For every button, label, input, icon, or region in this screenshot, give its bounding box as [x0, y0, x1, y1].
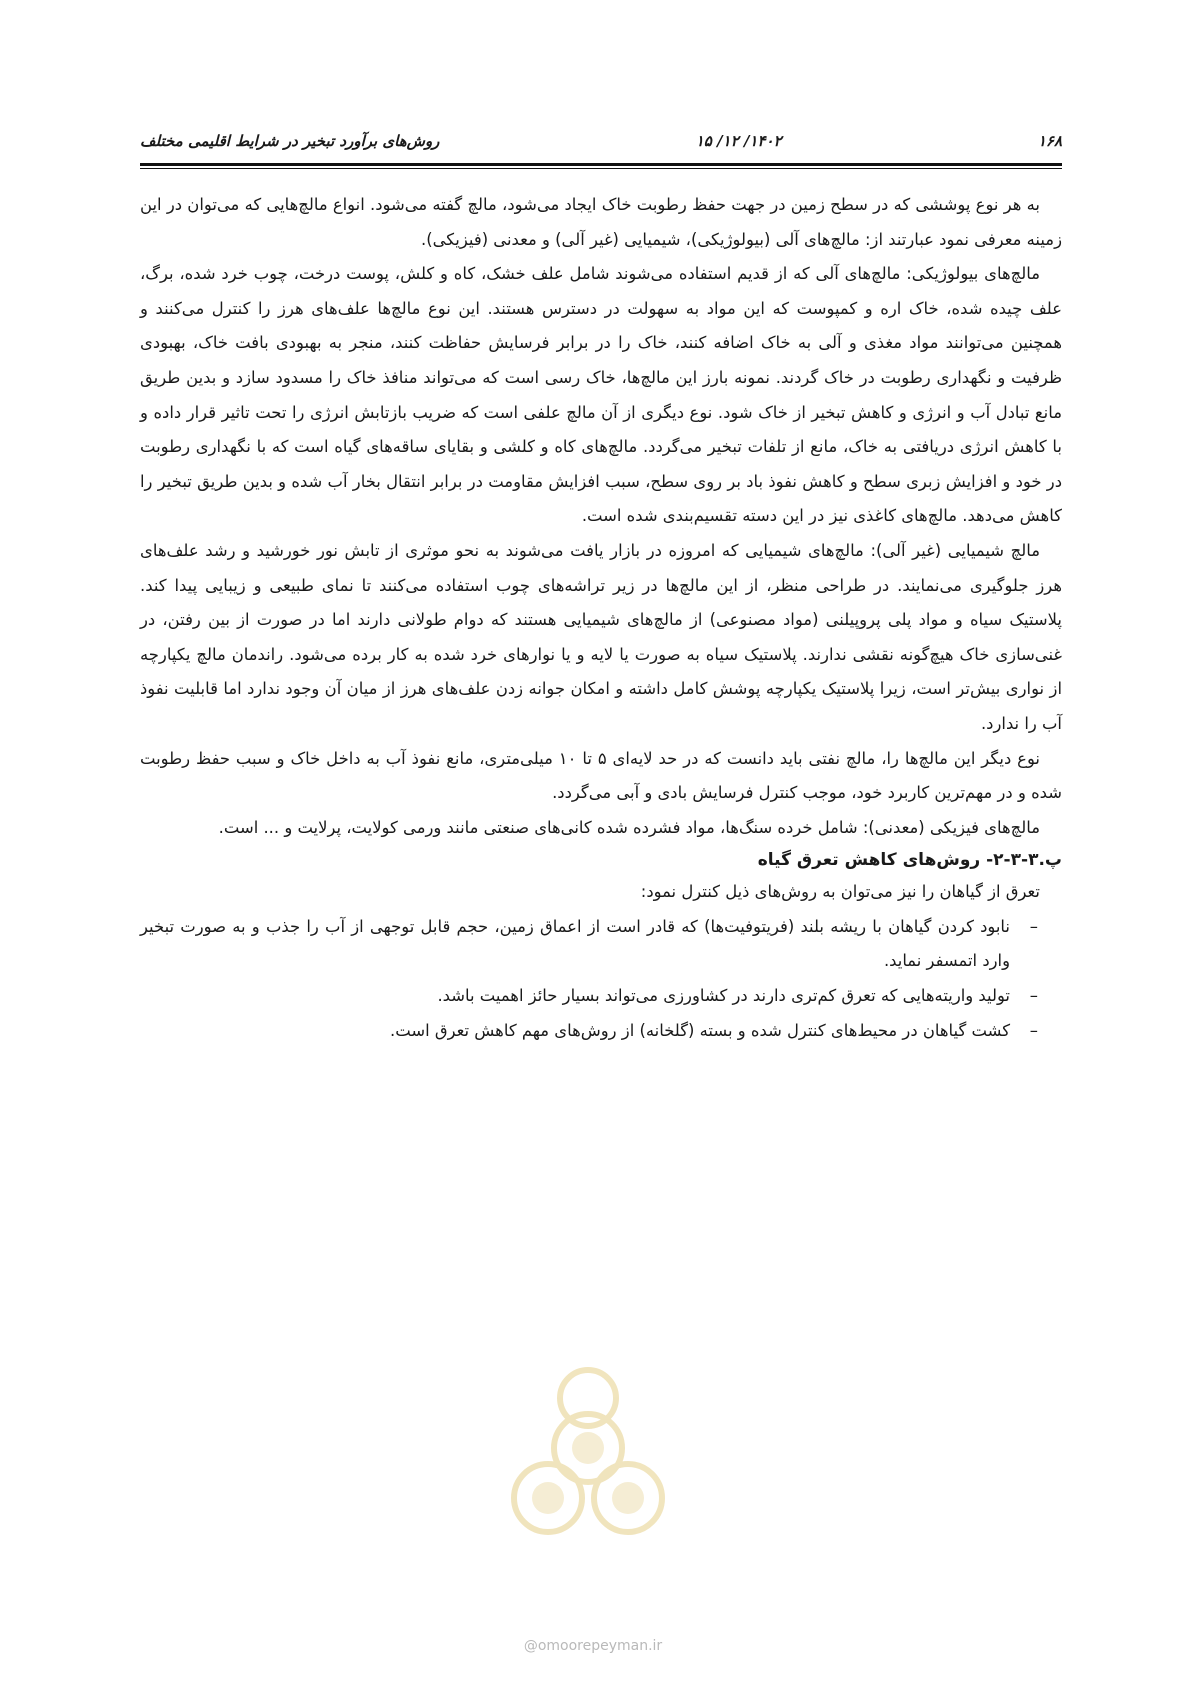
- header-rule-thin: [140, 168, 1062, 169]
- watermark-url: @omoorepeyman.ir: [523, 1638, 663, 1654]
- header-date: ۱۴۰۲/ ۱۲/ ۱۵: [695, 132, 782, 150]
- bullet-list: [140, 910, 1062, 1048]
- publisher-seal-watermark: [478, 1338, 698, 1578]
- list-item: – کشت گیاهان در محیط‌های کنترل شده و بسته (گلخانه) از روش‌های مهم کاهش تعرق است.: [140, 1014, 1038, 1049]
- page-number: ۱۶۸: [1037, 132, 1062, 150]
- body-text: [140, 188, 1062, 1048]
- section-intro: تعرق از گیاهان را نیز می‌توان به روش‌های ذیل کنترل نمود:: [640, 882, 1040, 902]
- list-item: – نابود کردن گیاهان با ریشه بلند (فریتوفیت‌ها) که قادر است از اعماق زمین، حجم قابل توجهی از آب را جذب و به صورت تبخیر وارد اتمسفر نماید.: [140, 910, 1038, 979]
- page-header: [140, 128, 1062, 154]
- running-title: روش‌های برآورد تبخیر در شرایط اقلیمی مختلف: [140, 132, 440, 150]
- paragraph: مالچ شیمیایی (غیر آلی): مالچ‌های شیمیایی که امروزه در بازار یافت می‌شوند به نحو موثری از تابش نور خورشید و رشد علف‌های هرز جلوگیری می‌نمایند. در طراحی منظر، از این مالچ‌ها در زیر تراشه‌های چوب استفاده می‌کنند تا نمای طبیعی و زیبایی پیدا کند. پلاستیک سیاه و مواد پلی پروپیلنی (مواد مصنوعی) از مالچ‌های شیمیایی هستند که دوام طولانی دارند اما در صورت از بین رفتن، در غنی‌سازی خاک هیچ‌گونه نقشی ندارند. پلاستیک سیاه به صورت یا لایه و یا نوارهای خرد شده به کار برده می‌شود. راندمان مالچ یکپارچه از نواری بیش‌تر است، زیرا پلاستیک یکپارچه پوشش کامل داشته و امکان جوانه زدن علف‌های هرز از میان آن وجود ندارد اما قابلیت نفوذ آب را ندارد.: [140, 540, 1062, 733]
- list-item: – تولید واریته‌هایی که تعرق کم‌تری دارند در کشاورزی می‌تواند بسیار حائز اهمیت باشد.: [140, 979, 1038, 1014]
- paragraph: به هر نوع پوششی که در سطح زمین در جهت حفظ رطوبت خاک ایجاد می‌شود، مالچ گفته می‌شود. انواع مالچ‌هایی که می‌توان در این زمینه معرفی نمود عبارتند از: مالچ‌های آلی (بیولوژیکی)، شیمیایی (غیر آلی) و معدنی (فیزیکی).: [140, 195, 1062, 249]
- paragraph: مالچ‌های فیزیکی (معدنی): شامل خرده سنگ‌ها، مواد فشرده شده کانی‌های صنعتی مانند ورمی کولایت، پرلایت و ... است.: [218, 817, 1040, 837]
- section-heading: پ.۳-۳-۲- روش‌های کاهش تعرق گیاه: [757, 850, 1062, 871]
- paragraph: مالچ‌های بیولوژیکی: مالچ‌های آلی که از قدیم استفاده می‌شوند شامل علف خشک، کاه و کلش، پوست درخت، چوب خرد شده، برگ، علف چیده شده، خاک اره و کمپوست که این مواد به سهولت در دسترس هستند. این نوع مالچ‌ها علف‌های هرز را کنترل می‌کنند و همچنین می‌توانند مواد مغذی و آلی به خاک اضافه کنند، خاک را در برابر فرسایش حفاظت کنند، منجر به بهبودی بافت خاک، بهبودی ظرفیت و نگهداری رطوبت در خاک گردند. نمونه بارز این مالچ‌ها، خاک رسی است که می‌تواند منافذ خاک را مسدود سازد و بدین طریق مانع تبادل آب و انرژی و کاهش تبخیر از خاک شود. نوع دیگری از آن مالچ علفی است که ضریب بازتابش انرژی را تحت تاثیر قرار داده و با کاهش انرژی دریافتی به خاک، مانع از تلفات تبخیر می‌گردد. مالچ‌های کاه و کلشی و بقایای ساقه‌های گیاه است که با نگهداری رطوبت در خود و افزایش زبری سطح و کاهش نفوذ باد بر روی سطح، سبب افزایش مقاومت در برابر انتقال بخار آب شده و بدین طریق تبخیر را کاهش می‌دهد. مالچ‌های کاغذی نیز در این دسته تقسیم‌بندی شده است.: [140, 264, 1062, 526]
- header-rule: [140, 163, 1062, 166]
- paragraph: نوع دیگر این مالچ‌ها را، مالچ نفتی باید دانست که در حد لایه‌ای ۵ تا ۱۰ میلی‌متری، مانع نفوذ آب به داخل خاک و سبب حفظ رطوبت شده و در مهم‌ترین کاربرد خود، موجب کنترل فرسایش بادی و آبی می‌گردد.: [140, 748, 1062, 803]
